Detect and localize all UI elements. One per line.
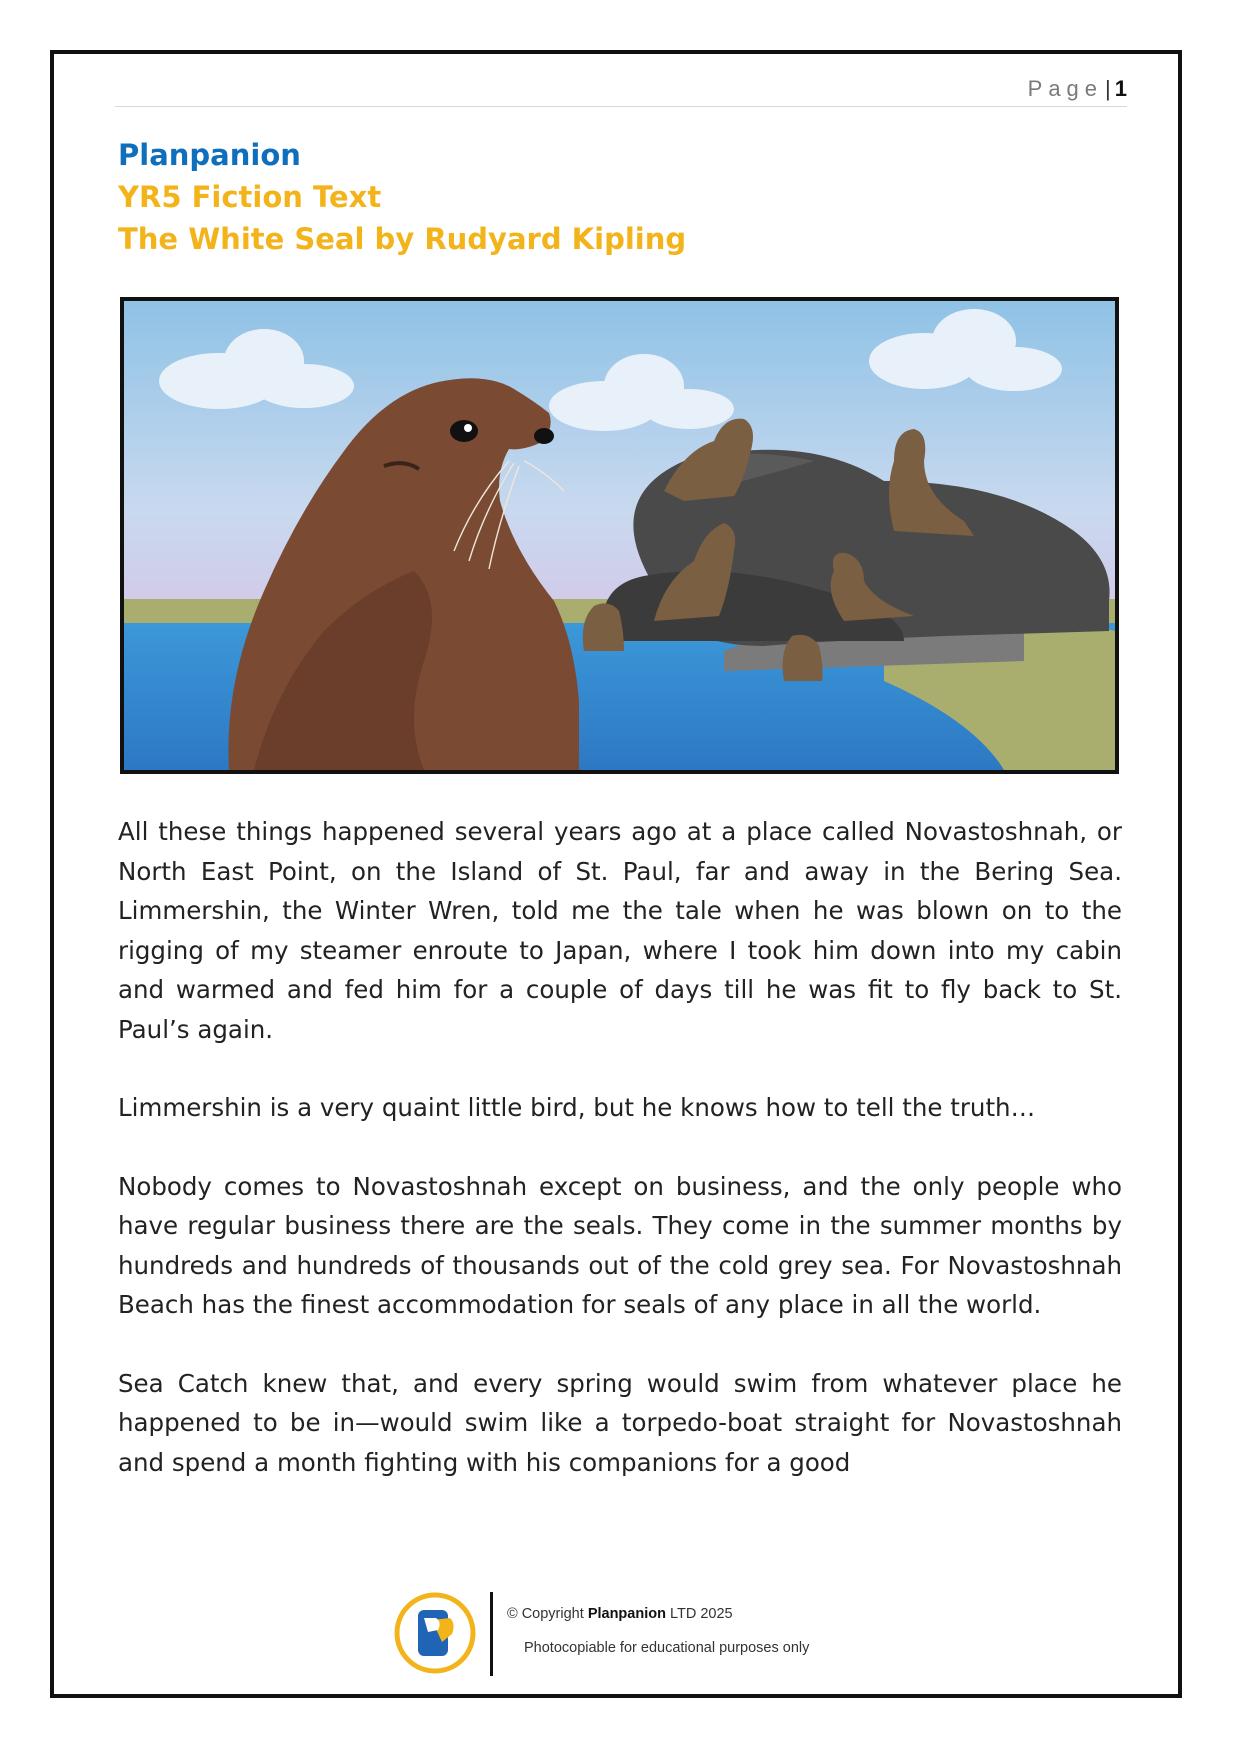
planpanion-logo-icon (394, 1592, 476, 1674)
paragraph: Limmershin is a very quaint little bird, but he knows how to tell the truth… (118, 1093, 1036, 1122)
story-body (118, 812, 1122, 1521)
paragraph: Sea Catch knew that, and every spring would swim from whatever place he happened to be in—would swim like a torpedo-boat straight for Novastoshnah and spend a month fighting with his companions for a good (118, 1368, 1122, 1477)
copyright-brand: Planpanion (587, 1606, 666, 1622)
copyright-suffix: LTD 2025 (670, 1606, 733, 1622)
seal-illustration (120, 297, 1119, 774)
page-number: 1 (1114, 76, 1127, 101)
copyright-prefix: © Copyright (507, 1606, 584, 1622)
page-header (115, 76, 1127, 107)
title-block (118, 134, 686, 260)
footer (394, 1592, 874, 1676)
photocopy-note: Photocopiable for educational purposes only (524, 1640, 810, 1656)
page-label: Page (1027, 76, 1104, 101)
story-title: The White Seal by Rudyard Kipling (118, 222, 687, 256)
footer-divider (490, 1592, 493, 1676)
year-group-title: YR5 Fiction Text (118, 180, 382, 214)
brand-title: Planpanion (118, 138, 301, 172)
seal-scene-image (124, 301, 1115, 770)
paragraph: All these things happened several years ago at a place called Novastoshnah, or North East Point, on the Island of St. Paul, far and away in the Bering Sea. Limmershin, the Winter Wren, told me the tale when he was blown on to the rigging of my steamer enroute to Japan, where I took him down into my cabin and warmed and fed him for a couple of days till he was fit to fly back to St. Paul’s again. (118, 817, 1122, 1044)
copyright-notice (507, 1606, 733, 1622)
page-separator: | (1105, 76, 1111, 101)
paragraph: Nobody comes to Novastoshnah except on business, and the only people who have regular business there are the seals. They come in the summer months by hundreds and hundreds of thousands out of the cold grey sea. For Novastoshnah Beach has the finest accommodation for seals of any place in all the world. (118, 1171, 1122, 1319)
